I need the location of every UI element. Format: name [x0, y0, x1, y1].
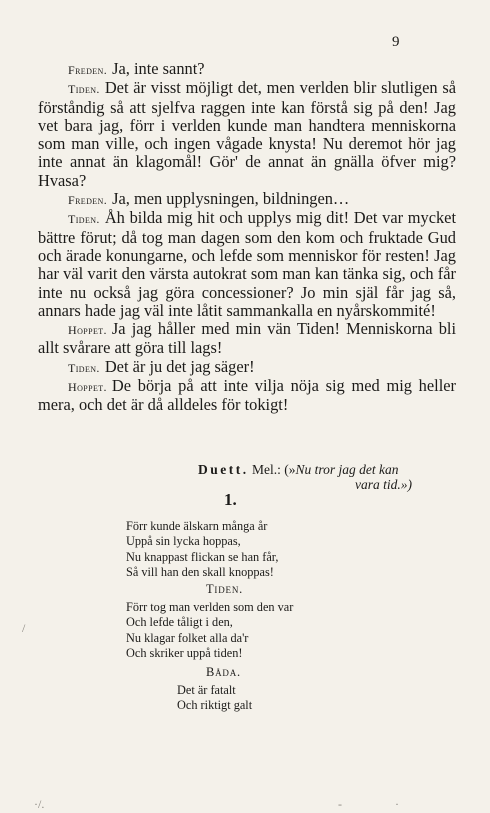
dialogue-paragraph [38, 209, 456, 320]
speech: De börja på att inte vilja nöja sig med mig heller mera, och det är då alldeles för tokigt! [38, 376, 456, 415]
speech: Ja jag håller med min vän Tiden! Menniskorna bli allt svårare att göra till lags! [38, 319, 456, 358]
speech: Ja, men upplysningen, bildningen… [112, 189, 350, 209]
verse-line: Förr kunde älskarn många år [126, 519, 268, 533]
verse-number: 1. [224, 490, 237, 509]
paper-speck: / [22, 621, 26, 635]
speech: Ja, inte sannt? [112, 59, 205, 78]
melody-prefix: Mel.: (» [252, 462, 296, 477]
speaker-name: Tiden. [68, 212, 100, 227]
verse-line: Och riktigt galt [177, 698, 253, 713]
verse-line: Och lefde tåligt i den, [126, 615, 233, 630]
speaker-name: Hoppet. [68, 323, 107, 338]
stanza [177, 683, 252, 714]
melody-title-cont [198, 477, 458, 492]
speaker-name: Tiden. [68, 360, 100, 375]
duett-heading [198, 462, 458, 492]
speech: Åh bilda mig hit och upplys mig dit! Det var mycket bättre förut; då tog man dagen som den kom och fruktade Gud och ärade konungarne, och lefde som menniskor för resten! Jag har väl varit den värsta autokrat som man kan tänka sig, och får inte nu också jag göra concessioner? Jo min själ får jag så, annars hade jag väl inte låtit sammankalla en nyårskommité! [38, 208, 456, 320]
page-number: 9 [392, 34, 400, 50]
stanza-heading: Båda. [206, 665, 241, 679]
speech: Det är visst möjligt det, men verlden blir slutligen så förståndig så att sjelfva raggen inte kan förstå sig på den! Jag vet bara jag, förr i verlden kunde man handtera menniskorna som man ville, och ingen vågade knysta! Nu deremot hör jag inte annat än klagomål! Gör' de annat än gnälla öfver mig? Hvasa? [38, 78, 456, 190]
dialogue-paragraph [38, 320, 456, 358]
dialogue-paragraph [38, 190, 456, 209]
dialogue-paragraph [38, 358, 456, 377]
melody-title-end: vara tid. [355, 477, 401, 492]
speaker-name: Freden. [68, 193, 108, 208]
verse-line: Så vill han den skall knoppas! [126, 565, 274, 580]
verse-line: Och skriker uppå tiden! [126, 646, 243, 661]
speaker-name: Hoppet. [68, 380, 107, 395]
dialogue-paragraph [38, 79, 456, 190]
speech: Det är ju det jag säger! [104, 356, 255, 376]
melody-title: Nu tror jag det kan [295, 462, 399, 477]
verse-line: Uppå sin lycka hoppas, [126, 534, 241, 549]
speaker-name: Freden. [68, 63, 108, 77]
paper-speck: - [338, 797, 342, 811]
dialogue-paragraph [38, 60, 456, 79]
melody-close: ») [400, 477, 412, 492]
stanza [126, 600, 293, 662]
verse-line: Förr tog man verlden som den var [126, 600, 294, 614]
duett-label: Duett. [198, 462, 249, 477]
speaker-name: Tiden. [68, 82, 100, 97]
paper-speck: · [395, 797, 399, 811]
verse-line: Nu klagar folket alla da'r [126, 630, 249, 645]
verse-line: Nu knappast flickan se han får, [126, 549, 279, 564]
verse-line: Det är fatalt [177, 683, 236, 697]
stanza [126, 519, 278, 581]
stanza-heading: Tiden. [206, 582, 244, 596]
dialogue-paragraph [38, 377, 456, 415]
dialogue-text [38, 60, 456, 415]
paper-speck: ·/. [34, 797, 45, 811]
